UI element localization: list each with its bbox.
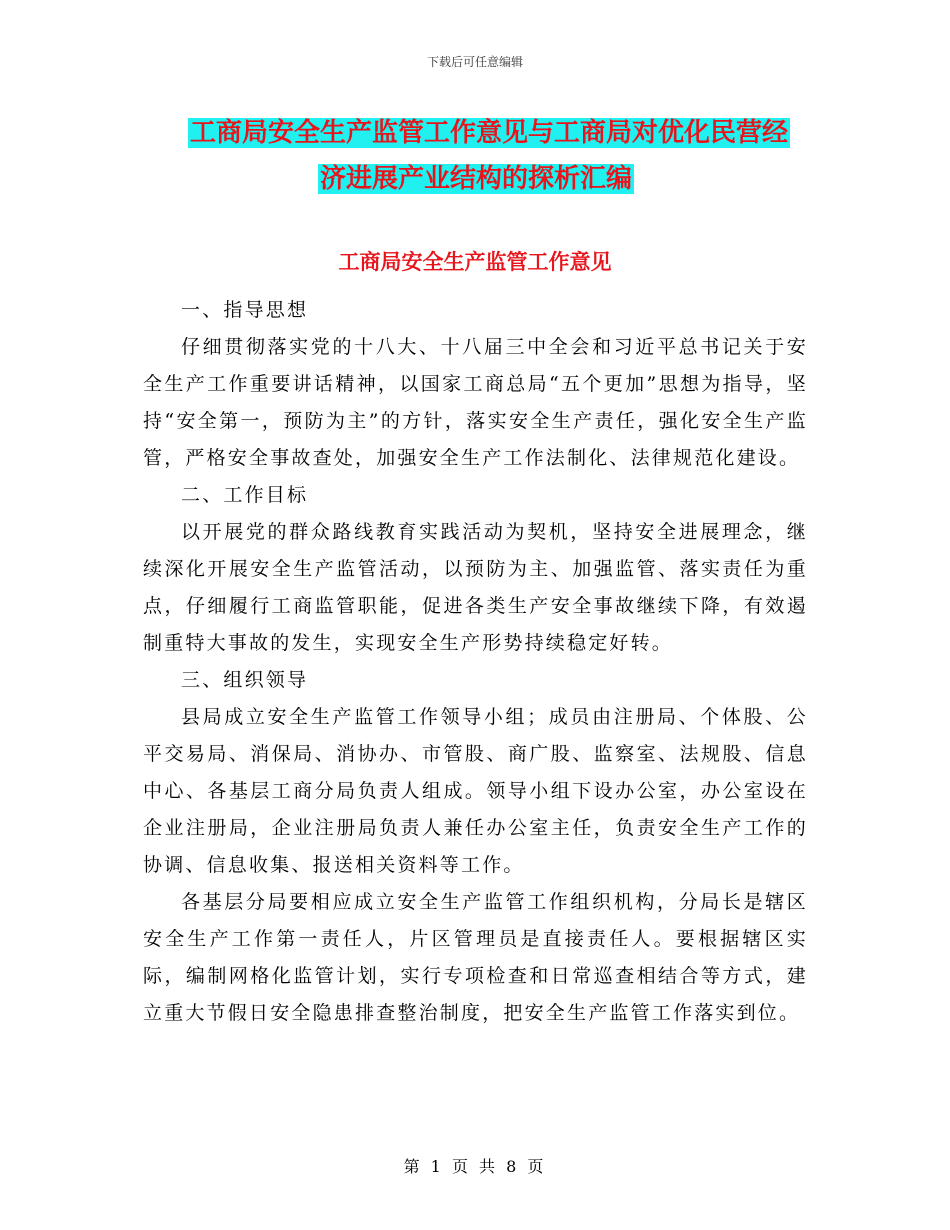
section-title: 工商局安全生产监管工作意见: [338, 250, 612, 274]
page-footer: 第 1 页 共 8 页: [403, 1157, 547, 1176]
paragraph: 以开展党的群众路线教育实践活动为契机，坚持安全进展理念，继续深化开展安全生产监管活动，以预防为主、加强监管、落实责任为重点，仔细履行工商监管职能，促进各类生产安全事故继续下降，有效遏制重特大事故的发生，实现安全生产形势持续稳定好转。: [143, 521, 808, 654]
document-title-line-2: 济进展产业结构的探析汇编: [320, 164, 633, 194]
body-text: [143, 292, 808, 1032]
paragraph: 各基层分局要相应成立安全生产监管工作组织机构，分局长是辖区安全生产工作第一责任人，片区管理员是直接责任人。要根据辖区实际，编制网格化监管计划，实行专项检查和日常巡查相结合等方式，建立重大节假日安全隐患排查整治制度，把安全生产监管工作落实到位。: [143, 891, 808, 1024]
document-title: [188, 110, 808, 202]
paragraph: 仔细贯彻落实党的十八大、十八届三中全会和习近平总书记关于安全生产工作重要讲话精神，以国家工商总局“五个更加”思想为指导，坚持“安全第一，预防为主”的方针，落实安全生产责任，强化安全生产监管，严格安全事故查处，加强安全生产工作法制化、法律规范化建设。: [143, 336, 808, 469]
heading-organization-leadership: 三、组织领导: [181, 669, 309, 691]
paragraph: 县局成立安全生产监管工作领导小组；成员由注册局、个体股、公平交易局、消保局、消协办、市管股、商广股、监察室、法规股、信息中心、各基层工商分局负责人组成。领导小组下设办公室，办公室设在企业注册局，企业注册局负责人兼任办公室主任，负责安全生产工作的协调、信息收集、报送相关资料等工作。: [143, 706, 808, 876]
page-header: 下载后可任意编辑: [426, 55, 523, 69]
document-title-line-1: 工商局安全生产监管工作意见与工商局对优化民营经: [190, 118, 789, 148]
heading-work-goals: 二、工作目标: [181, 484, 309, 506]
heading-guiding-ideology: 一、指导思想: [181, 299, 309, 321]
